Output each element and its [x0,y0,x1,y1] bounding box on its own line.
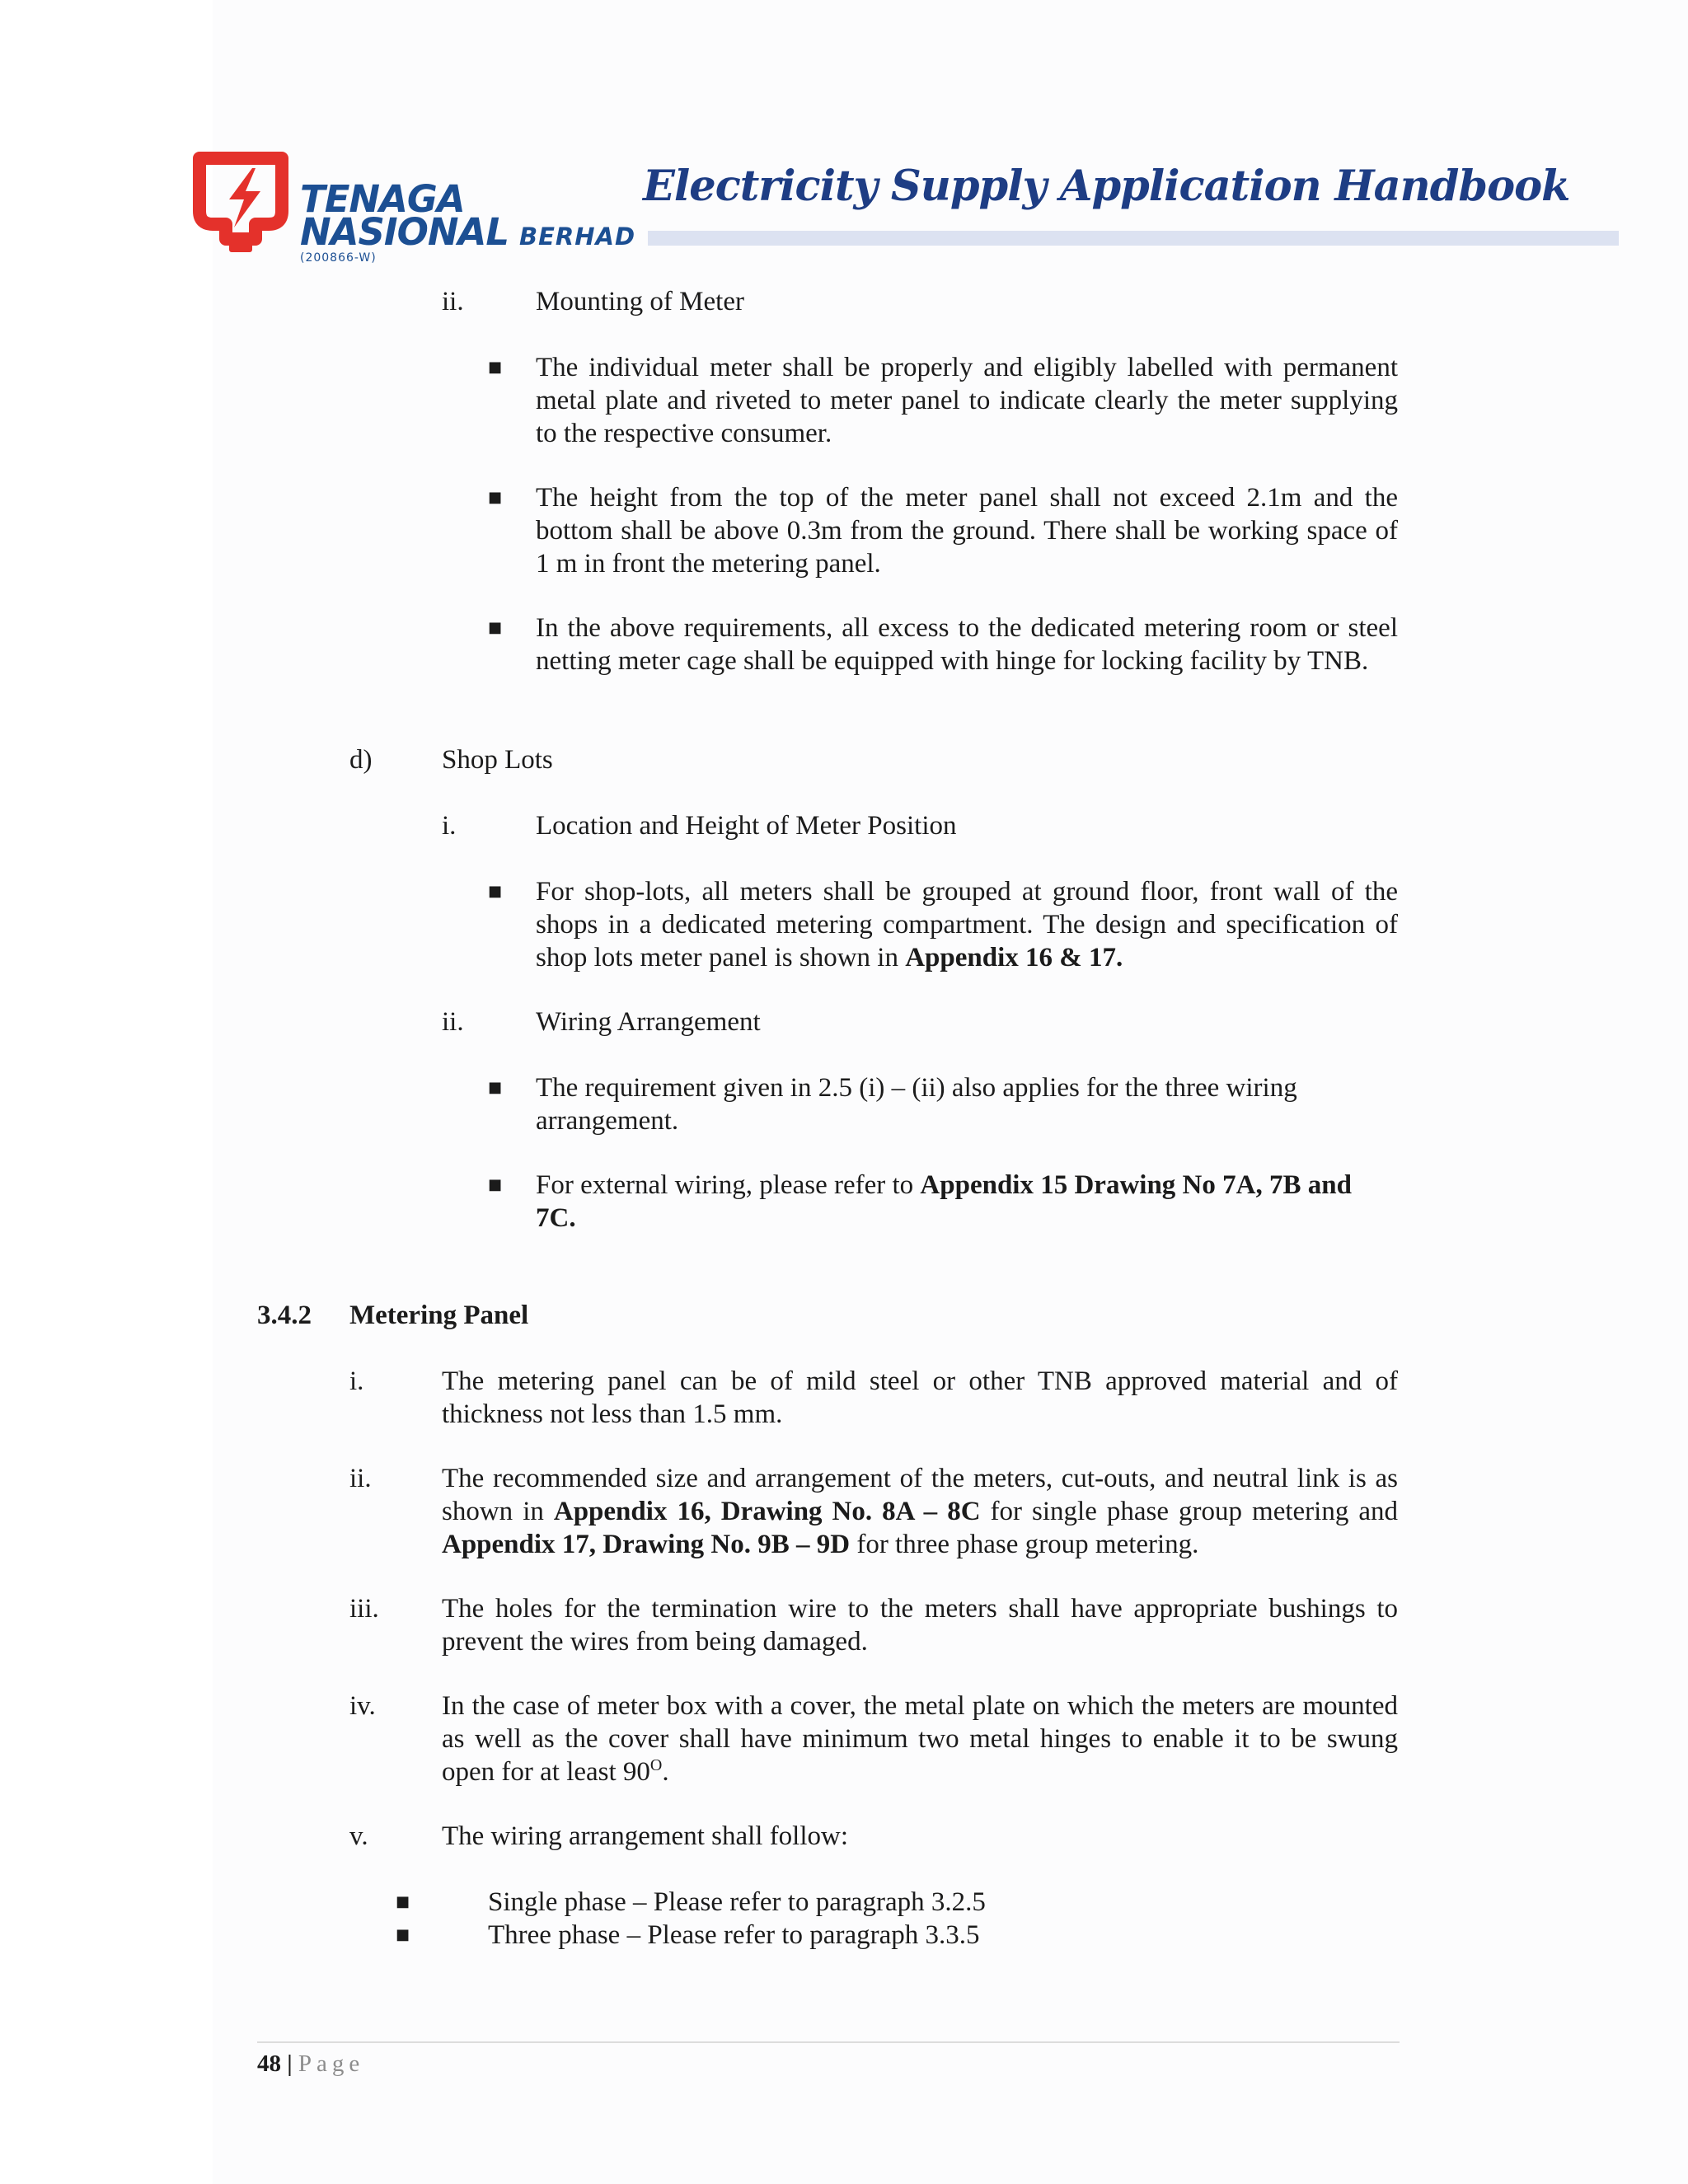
subsection-title: Mounting of Meter [536,287,744,316]
header-rule [648,231,1619,246]
bullet-square-icon: ■ [396,1926,410,1943]
item-text: The metering panel can be of mild steel or other TNB approved material and of thickness not less than 1.5 mm. [442,1366,1398,1429]
section-heading: Metering Panel [349,1301,529,1330]
bullet-square-icon: ■ [488,883,503,900]
appendix-reference: Appendix 17, Drawing No. 9B – 9D [442,1530,851,1559]
section-letter: d) [349,745,373,775]
bullet-square-icon: ■ [488,1079,503,1096]
item-number: i. [349,1366,364,1396]
item-text: The holes for the termination wire to the meters shall have appropriate bushings to prevent the wires from being damaged. [442,1594,1398,1657]
item-number: ii. [442,1007,464,1037]
bullet-square-icon: ■ [488,359,503,376]
item-text: The wiring arrangement shall follow: [442,1821,849,1851]
item-text: The recommended size and arrangement of the meters, cut-outs, and neutral link is as shown in Appendix 16, Drawing No. 8A – 8C for single phase group metering and Appendix 17, Drawing No. 9B – 9D for three phase group metering. [442,1464,1398,1559]
item-number: iv. [349,1691,376,1721]
brand-name-line2: NASIONAL [300,210,509,254]
subsection-title: Wiring Arrangement [536,1007,761,1037]
bullet-text: Three phase – Please refer to paragraph 3.3.5 [488,1920,980,1950]
bullet-text: In the above requirements, all excess to the dedicated metering room or steel netting meter cage shall be equipped with hinge for locking facility by TNB. [536,613,1398,676]
appendix-reference: Appendix 16 & 17. [905,943,1123,972]
bullet-text: The height from the top of the meter panel shall not exceed 2.1m and the bottom shall be above 0.3m from the ground. There shall be working space of 1 m in front the metering panel. [536,483,1398,579]
bullet-square-icon: ■ [488,489,503,506]
item-number: iii. [349,1594,379,1624]
item-number: v. [349,1821,368,1851]
brand-suffix: BERHAD [519,223,636,251]
brand-name-line1: TENAGA [300,177,465,221]
footer-rule [257,2041,1400,2043]
handbook-title: Electricity Supply Application Handbook [643,162,1570,211]
bullet-square-icon: ■ [396,1893,410,1910]
bullet-square-icon: ■ [488,619,503,636]
page-number: 48 [257,2050,281,2077]
bullet-text: Single phase – Please refer to paragraph 3.2.5 [488,1887,986,1917]
section-number: 3.4.2 [257,1301,312,1330]
footer-separator: | [287,2050,293,2077]
bullet-text: For shop-lots, all meters shall be grouped at ground floor, front wall of the shops in a dedicated metering compartment. The design and specification of shop lots meter panel is shown in Appendix 16 & 17. [536,877,1398,972]
tnb-logo-icon [188,147,293,262]
bullet-text: For external wiring, please refer to Appendix 15 Drawing No 7A, 7B and 7C. [536,1170,1352,1233]
appendix-reference: Appendix 16, Drawing No. 8A – 8C [553,1497,981,1526]
company-registration: (200866-W) [300,251,377,265]
bullet-text: The individual meter shall be properly and eligibly labelled with permanent metal plate and riveted to meter panel to indicate clearly the meter supplying to the respective consumer. [536,353,1398,448]
item-number: ii. [442,287,464,316]
page-label: Page [298,2050,365,2077]
subsection-title: Location and Height of Meter Position [536,811,957,841]
item-text: In the case of meter box with a cover, the metal plate on which the meters are mounted as well as the cover shall have minimum two metal hinges to enable it to be swung open for at least $90^O$. [442,1691,1398,1787]
bullet-text: The requirement given in 2.5 (i) – (ii) also applies for the three wiring arrangement. [536,1073,1297,1136]
appendix-reference: Appendix 15 Drawing No 7A, 7B and 7C. [536,1170,1352,1233]
bullet-square-icon: ■ [488,1176,503,1193]
section-title: Shop Lots [442,745,553,775]
page-footer [257,2047,364,2080]
item-number: i. [442,811,457,841]
item-number: ii. [349,1464,372,1493]
